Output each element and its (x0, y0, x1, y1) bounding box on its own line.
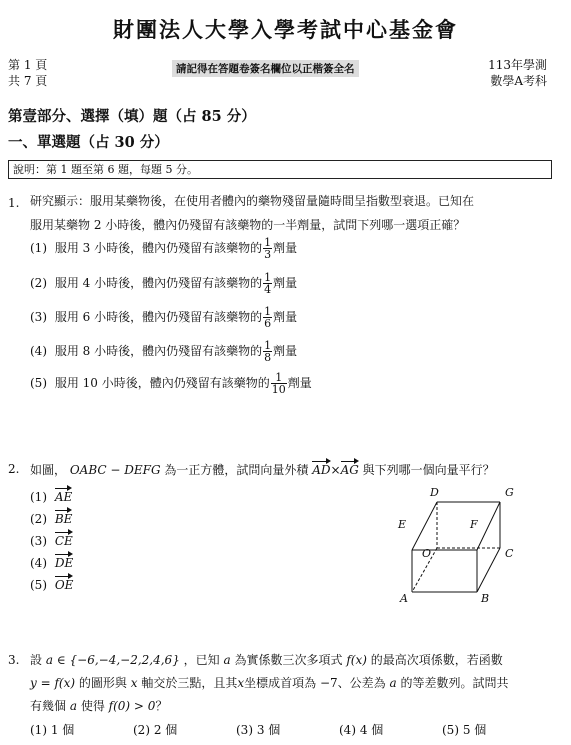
q3-option-5[interactable]: (5) 5 個 (442, 723, 487, 737)
label-e: E (398, 518, 407, 531)
label-o: O (422, 547, 432, 560)
q3-text: 的等差數列。試問共 (400, 676, 509, 690)
label-g: G (505, 486, 514, 499)
cross-symbol: × (330, 463, 341, 477)
q3-option-2[interactable]: (2) 2 個 (133, 723, 178, 737)
q3-text: 使得 (80, 699, 105, 713)
option-text: 服用 10 小時後，體內仍殘留有該藥物的 (54, 376, 270, 390)
fraction-numerator: 1 (264, 339, 272, 352)
q2-solid: OABC − DEFG (69, 463, 161, 477)
q3-math: x (237, 676, 245, 690)
document-title: 財團法人大學入學考試中心基金會 (113, 17, 458, 42)
option-label: (5) (30, 376, 47, 390)
option-label: (2) (30, 512, 47, 526)
q1-option-5[interactable] (30, 372, 312, 395)
q3-math: x (130, 676, 138, 690)
label-d: D (430, 486, 439, 499)
fraction-denominator: 8 (264, 351, 272, 364)
option-label: (5) (30, 578, 47, 592)
label-b: B (481, 592, 490, 605)
fraction (271, 372, 287, 395)
q3-text: 坐標成首項為 −7、公差為 (244, 676, 386, 690)
page-number: 第 1 頁 (8, 58, 48, 72)
option-suffix: 劑量 (273, 344, 298, 358)
q3-math: y = f(x) (30, 676, 76, 690)
q3-math: f(x) (346, 653, 367, 667)
fraction (263, 306, 272, 329)
option-suffix: 劑量 (287, 376, 312, 390)
q3-text: 為實係數三次多項式 (234, 653, 343, 667)
q1-option-1[interactable] (30, 237, 297, 260)
q3-option-1[interactable]: (1) 1 個 (30, 723, 75, 737)
fraction-numerator: 1 (271, 372, 287, 384)
label-a: A (400, 592, 408, 605)
q1-option-3[interactable] (30, 306, 297, 329)
q1-option-2[interactable] (30, 272, 297, 295)
q2-number: 2. (8, 462, 20, 476)
q3-text: 設 (30, 653, 43, 667)
part-heading: 第壹部分、選擇（填）題（占 85 分） (8, 108, 256, 125)
fraction-denominator: 6 (264, 317, 272, 330)
signature-notice: 請記得在答題卷簽名欄位以正楷簽全名 (172, 60, 359, 77)
option-vector: DE (55, 553, 73, 570)
fraction (263, 237, 272, 260)
q1-option-4[interactable] (30, 340, 297, 363)
fraction-numerator: 1 (264, 271, 272, 284)
q2-option-5[interactable] (30, 575, 73, 592)
option-suffix: 劑量 (273, 241, 298, 255)
q3-line-3 (30, 697, 167, 714)
q3-text: ？ (155, 699, 168, 713)
q2-pre: 如圖， (30, 463, 67, 477)
q1-line-1: 研究顯示：服用某藥物後，在使用者體內的藥物殘留量隨時間呈指數型衰退。已知在 (30, 194, 475, 208)
fraction-denominator: 3 (264, 248, 272, 261)
option-suffix: 劑量 (273, 310, 298, 324)
vector-ad: AD (312, 460, 330, 477)
q3-number: 3. (8, 653, 20, 667)
option-text: 服用 3 小時後，體內仍殘留有該藥物的 (54, 241, 263, 255)
q3-text: ，已知 (183, 653, 220, 667)
q2-option-3[interactable] (30, 531, 73, 548)
option-text: 服用 4 小時後，體內仍殘留有該藥物的 (54, 276, 263, 290)
vector-ag: AG (341, 460, 359, 477)
exam-subject: 數學A考科 (490, 74, 547, 88)
section-heading: 一、單選題（占 30 分） (8, 134, 169, 151)
q3-math: a (223, 653, 231, 667)
q3-math: a (389, 676, 397, 690)
cube-figure (390, 480, 540, 610)
option-label: (2) (30, 276, 47, 290)
option-label: (4) (30, 556, 47, 570)
q3-math: f(0) > 0 (108, 699, 156, 713)
q1-line-2: 服用某藥物 2 小時後，體內仍殘留有該藥物的一半劑量，試問下列哪一選項正確？ (30, 218, 466, 232)
q2-option-4[interactable] (30, 553, 73, 570)
option-label: (3) (30, 310, 47, 324)
option-label: (4) (30, 344, 47, 358)
option-text: 服用 8 小時後，體內仍殘留有該藥物的 (54, 344, 263, 358)
q2-stem (30, 460, 495, 478)
option-label: (1) (30, 490, 47, 504)
q3-text: 的最高次項係數，若函數 (370, 653, 503, 667)
option-vector: BE (55, 509, 73, 526)
fraction-numerator: 1 (264, 305, 272, 318)
fraction-numerator: 1 (264, 236, 272, 249)
q3-line-2 (30, 674, 508, 691)
total-pages: 共 7 頁 (8, 74, 48, 88)
fraction-denominator: 10 (271, 383, 286, 396)
q3-line-1 (30, 651, 503, 668)
q3-text: 有幾個 (30, 699, 67, 713)
fraction-denominator: 4 (264, 283, 272, 296)
q3-math: a ∈ {−6,−4,−2,2,4,6} (45, 653, 180, 667)
q3-math: a (69, 699, 77, 713)
option-label: (3) (30, 534, 47, 548)
q2-mid: 為一正方體，試問向量外積 (164, 463, 309, 477)
option-label: (1) (30, 241, 47, 255)
option-suffix: 劑量 (273, 276, 298, 290)
q2-option-1[interactable] (30, 487, 72, 504)
option-text: 服用 6 小時後，體內仍殘留有該藥物的 (54, 310, 263, 324)
fraction (263, 272, 272, 295)
q2-option-2[interactable] (30, 509, 72, 526)
q3-option-3[interactable]: (3) 3 個 (236, 723, 281, 737)
exam-year: 113年學測 (488, 58, 547, 72)
option-vector: OE (55, 575, 74, 592)
q2-post: 與下列哪一個向量平行？ (362, 463, 495, 477)
label-c: C (505, 547, 514, 560)
fraction (263, 340, 272, 363)
option-vector: AE (55, 487, 72, 504)
label-f: F (470, 518, 478, 531)
q3-text: 的圖形與 (78, 676, 127, 690)
q1-number: 1. (8, 196, 20, 210)
q3-option-4[interactable]: (4) 4 個 (339, 723, 384, 737)
option-vector: CE (55, 531, 73, 548)
q3-text: 軸交於三點，且其 (141, 676, 238, 690)
instruction-box: 說明：第 1 題至第 6 題，每題 5 分。 (8, 160, 552, 179)
